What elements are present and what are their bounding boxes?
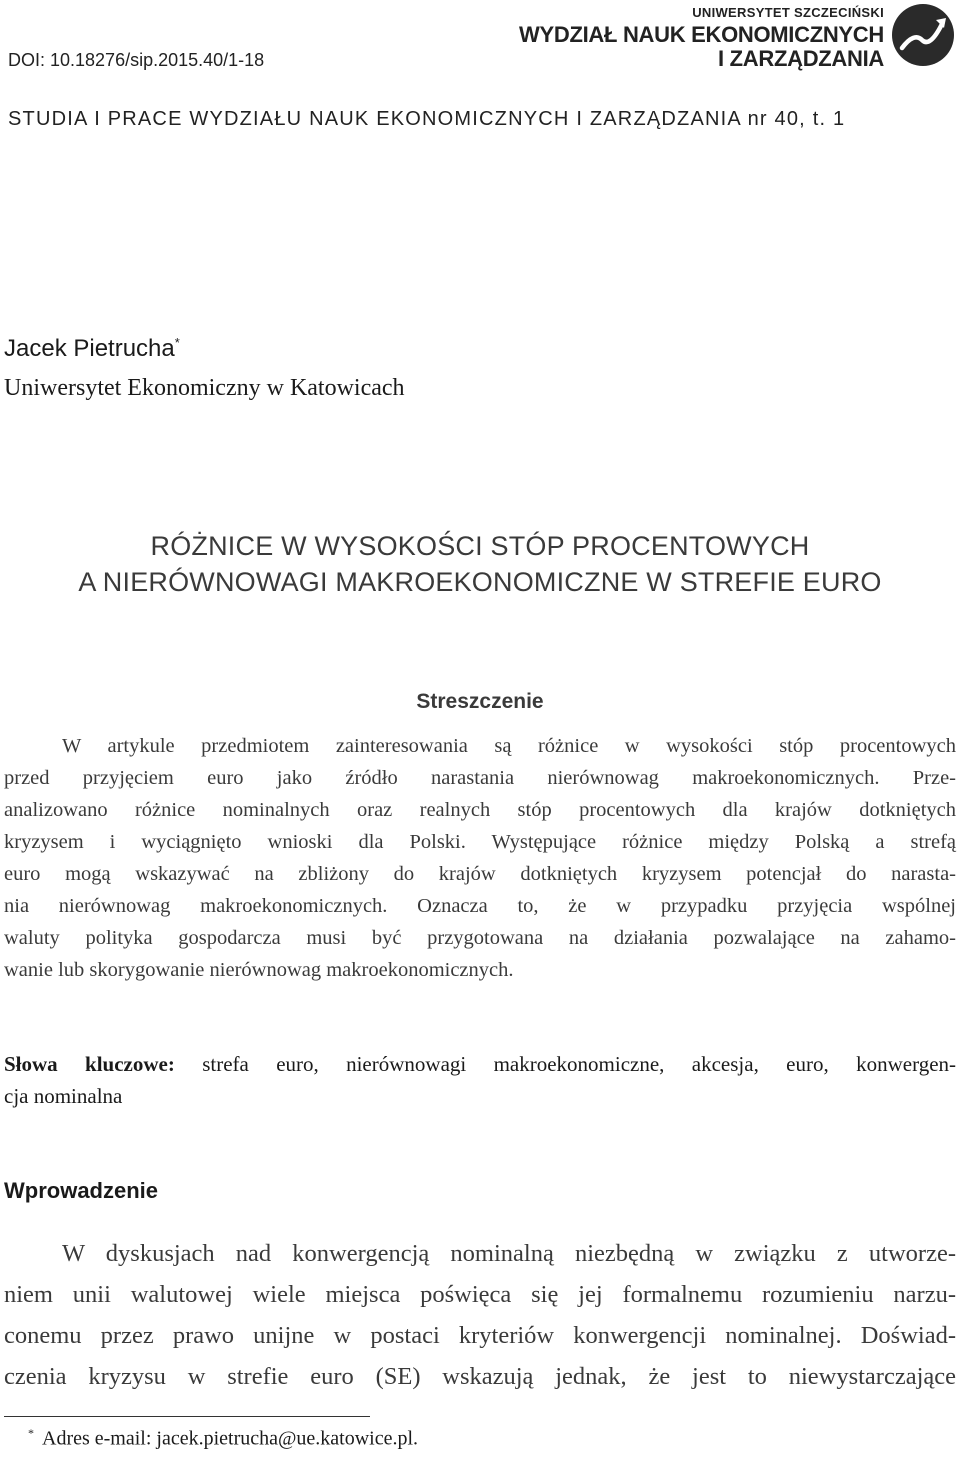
journal-title: STUDIA I PRACE WYDZIAŁU NAUK EKONOMICZNYCH I ZARZĄDZANIA nr 40, t. 1: [8, 108, 846, 130]
footnote-text: Adres e-mail: jacek.pietrucha@ue.katowice.pl.: [42, 1427, 419, 1450]
abstract-line: W artykule przedmiotem zainteresowania są różnice w wysokości stóp procentowych: [62, 735, 956, 757]
doi-label: DOI: 10.18276/sip.2015.40/1-18: [8, 50, 265, 70]
footnote-marker: *: [28, 1426, 34, 1440]
article-title-line2: A NIERÓWNOWAGI MAKROEKONOMICZNE W STREFIE EURO: [78, 567, 882, 597]
publisher-logo-text: [519, 6, 884, 70]
abstract-line: kryzysem i wyciągnięto wnioski dla Polski. Występujące różnice między Polską a strefą: [4, 831, 956, 853]
abstract-line: analizowano różnice nominalnych oraz realnych stóp procentowych dla krajów dotkniętych: [4, 799, 956, 821]
keywords-line: cja nominalna: [4, 1084, 123, 1108]
article-title: [0, 528, 960, 600]
introduction-line: czenia kryzysu w strefie euro (SE) wskazują jednak, że jest to niewystarczające: [4, 1363, 956, 1390]
introduction-line: niem unii walutowej wiele miejsca poświęca się jej formalnemu rozumieniu narzu-: [4, 1281, 956, 1308]
abstract-line: nia nierównowag makroekonomicznych. Oznacza to, że w przypadku przyjęcia wspólnej: [4, 895, 956, 917]
abstract-line: euro mogą wskazywać na zbliżony do krajów dotkniętych kryzysem potencjał do narasta-: [4, 863, 956, 885]
keywords-section: [4, 1048, 956, 1112]
upward-trend-arrow-in-circle-icon: [892, 4, 954, 66]
logo-university-name: UNIWERSYTET SZCZECIŃSKI: [692, 5, 884, 20]
abstract-line: wanie lub skorygowanie nierównowag makroekonomicznych.: [4, 959, 514, 981]
author-affiliation: Uniwersytet Ekonomiczny w Katowicach: [4, 375, 405, 401]
introduction-line: conemu przez prawo unijne w postaci kryteriów konwergencji nominalnej. Doświad-: [4, 1322, 956, 1349]
keywords-text: strefa euro, nierównowagi makroekonomiczne, akcesja, euro, konwergen-: [202, 1052, 957, 1076]
author-footnote-marker: *: [174, 335, 180, 350]
abstract-heading: Streszczenie: [416, 690, 544, 713]
abstract-body: [4, 730, 956, 986]
author-name-text: Jacek Pietrucha: [4, 335, 175, 362]
article-title-line1: RÓŻNICE W WYSOKOŚCI STÓP PROCENTOWYCH: [150, 531, 810, 561]
introduction-heading: Wprowadzenie: [4, 1178, 159, 1203]
author-name: [4, 335, 180, 363]
footnote-divider: [4, 1416, 370, 1417]
logo-department-line1: WYDZIAŁ NAUK EKONOMICZNYCH: [519, 22, 884, 47]
keywords-line: [4, 1048, 956, 1080]
abstract-line: przed przyjęciem euro jako źródło narastania nierównowag makroekonomicznych. Prze-: [4, 767, 956, 789]
footnote: [28, 1426, 418, 1451]
introduction-line: W dyskusjach nad konwergencją nominalną niezbędną w związku z utworze-: [62, 1240, 956, 1267]
introduction-body: [4, 1233, 956, 1397]
abstract-line: waluty polityka gospodarcza musi być przygotowana na działania pozwalające na zahamo-: [4, 927, 956, 949]
logo-department-line2: I ZARZĄDZANIA: [718, 46, 884, 71]
keywords-label: Słowa kluczowe:: [4, 1052, 175, 1076]
